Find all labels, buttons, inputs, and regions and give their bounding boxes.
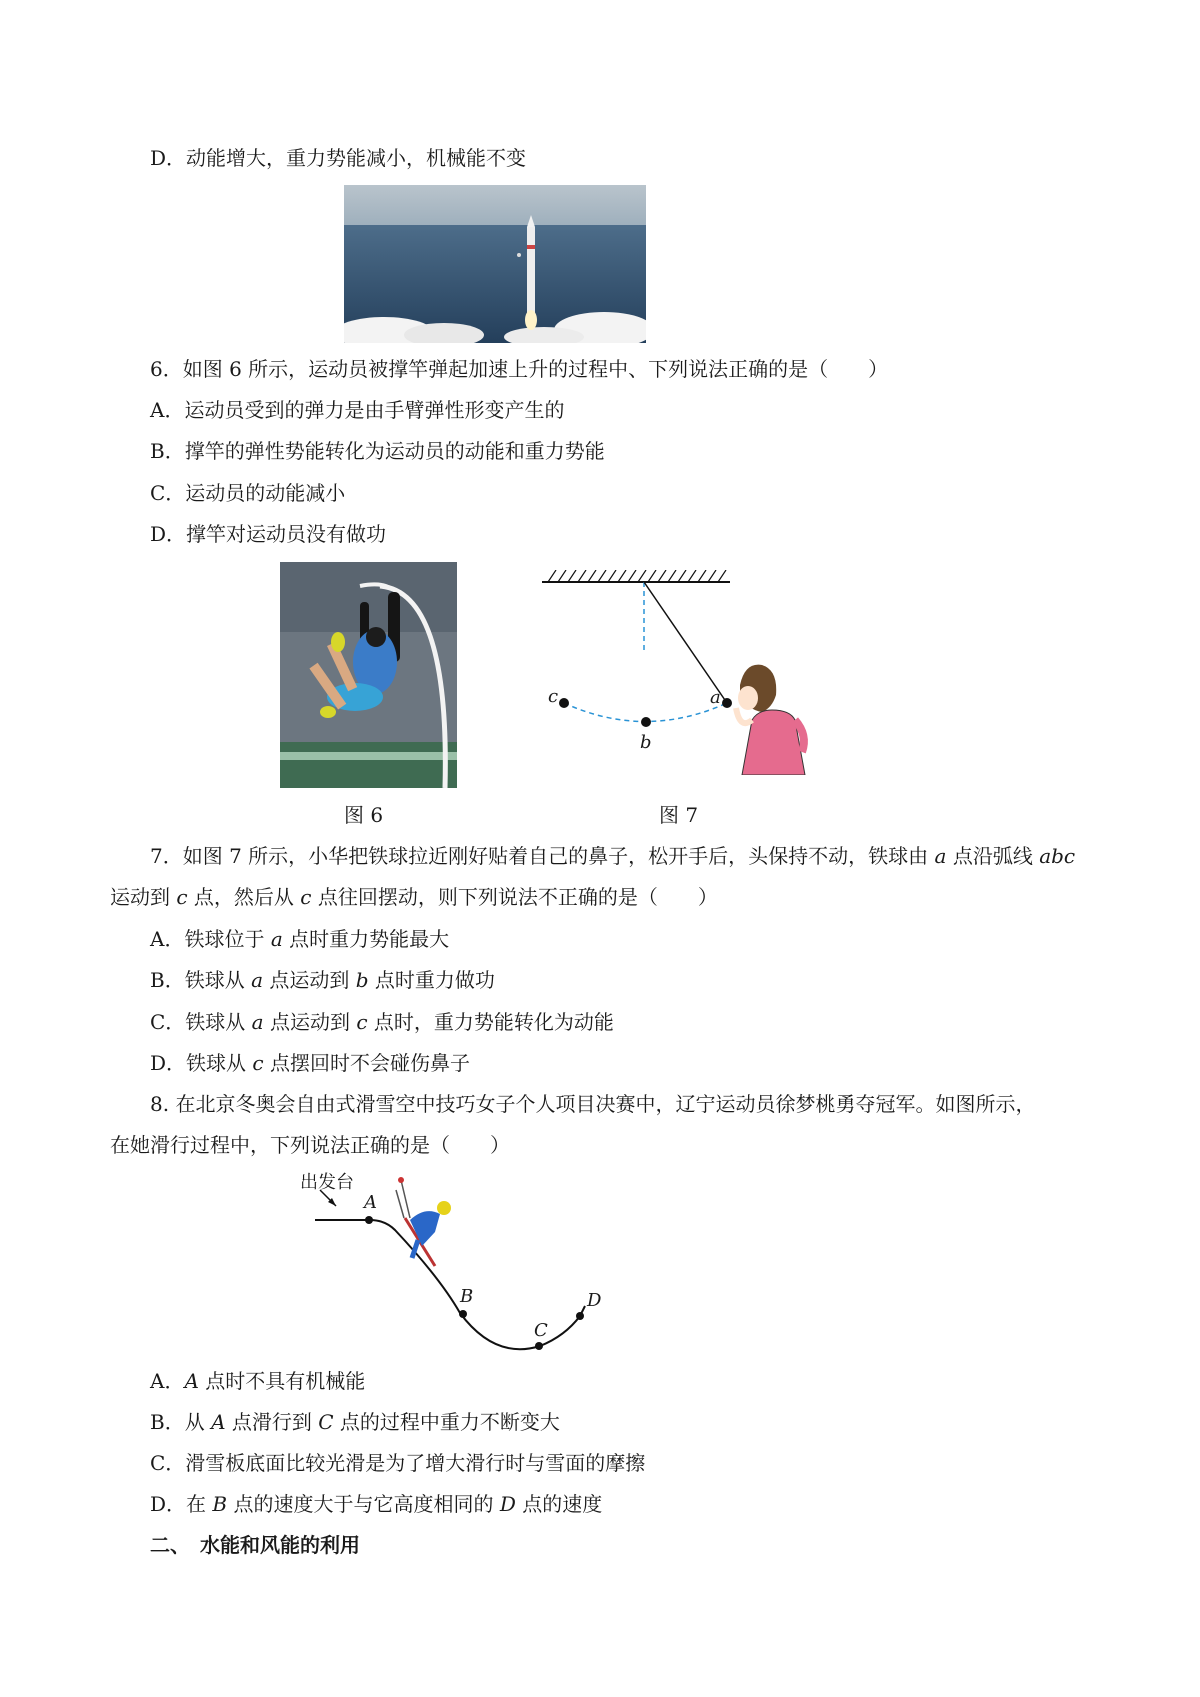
q6-option-a: A．运动员受到的弹力是由手臂弹性形变产生的 — [150, 398, 565, 422]
fig7-caption: 图 7 — [659, 803, 699, 827]
fig7-label-a: a — [710, 687, 721, 708]
slope-label-c: C — [534, 1320, 548, 1341]
pole-vault-photo — [280, 562, 457, 792]
q8-option-a: A．A 点时不具有机械能 — [150, 1369, 366, 1393]
q8-option-c: C．滑雪板底面比较光滑是为了增大滑行时与雪面的摩擦 — [150, 1451, 646, 1475]
q7-option-d: D．铁球从 c 点摆回时不会碰伤鼻子 — [150, 1051, 470, 1075]
section-2-heading: 二、 水能和风能的利用 — [150, 1533, 360, 1557]
ski-slope-diagram — [300, 1168, 630, 1357]
launch-platform-label: 出发台 — [300, 1172, 354, 1193]
q7-option-b: B．铁球从 a 点运动到 b 点时重力做功 — [150, 968, 495, 992]
q8-option-d: D．在 B 点的速度大于与它高度相同的 D 点的速度 — [150, 1492, 603, 1516]
q8-option-b: B．从 A 点滑行到 C 点的过程中重力不断变大 — [150, 1410, 560, 1434]
q5-option-d: D．动能增大，重力势能减小，机械能不变 — [150, 146, 527, 170]
q6-option-b: B．撑竿的弹性势能转化为运动员的动能和重力势能 — [150, 439, 605, 463]
q7-option-c: C．铁球从 a 点运动到 c 点时，重力势能转化为动能 — [150, 1010, 614, 1034]
q7-option-a: A．铁球位于 a 点时重力势能最大 — [150, 927, 450, 951]
q8-stem-line2: 在她滑行过程中，下列说法正确的是（ ） — [110, 1133, 510, 1157]
fig7-label-b: b — [640, 732, 652, 753]
q6-option-c: C．运动员的动能减小 — [150, 481, 346, 505]
q6-stem: 6．如图 6 所示，运动员被撑竿弹起加速上升的过程中、下列说法正确的是（ ） — [150, 357, 889, 381]
fig6-caption: 图 6 — [344, 803, 384, 827]
slope-label-b: B — [460, 1286, 474, 1307]
fig7-label-c: c — [548, 686, 559, 707]
rocket-launch-photo — [344, 185, 646, 347]
slope-label-a: A — [364, 1192, 377, 1213]
q8-stem-line1: 8. 在北京冬奥会自由式滑雪空中技巧女子个人项目决赛中，辽宁运动员徐梦桃勇夺冠军。如图所示， — [150, 1092, 1036, 1116]
q7-stem-line2: 运动到 c 点，然后从 c 点往回摆动，则下列说法不正确的是（ ） — [110, 885, 718, 909]
q6-option-d: D．撑竿对运动员没有做功 — [150, 522, 387, 546]
slope-label-d: D — [587, 1290, 602, 1311]
q7-stem-line1: 7．如图 7 所示，小华把铁球拉近刚好贴着自己的鼻子，松开手后，头保持不动，铁球由 a 点沿弧线 abc — [150, 844, 1076, 868]
pendulum-diagram — [540, 570, 820, 779]
